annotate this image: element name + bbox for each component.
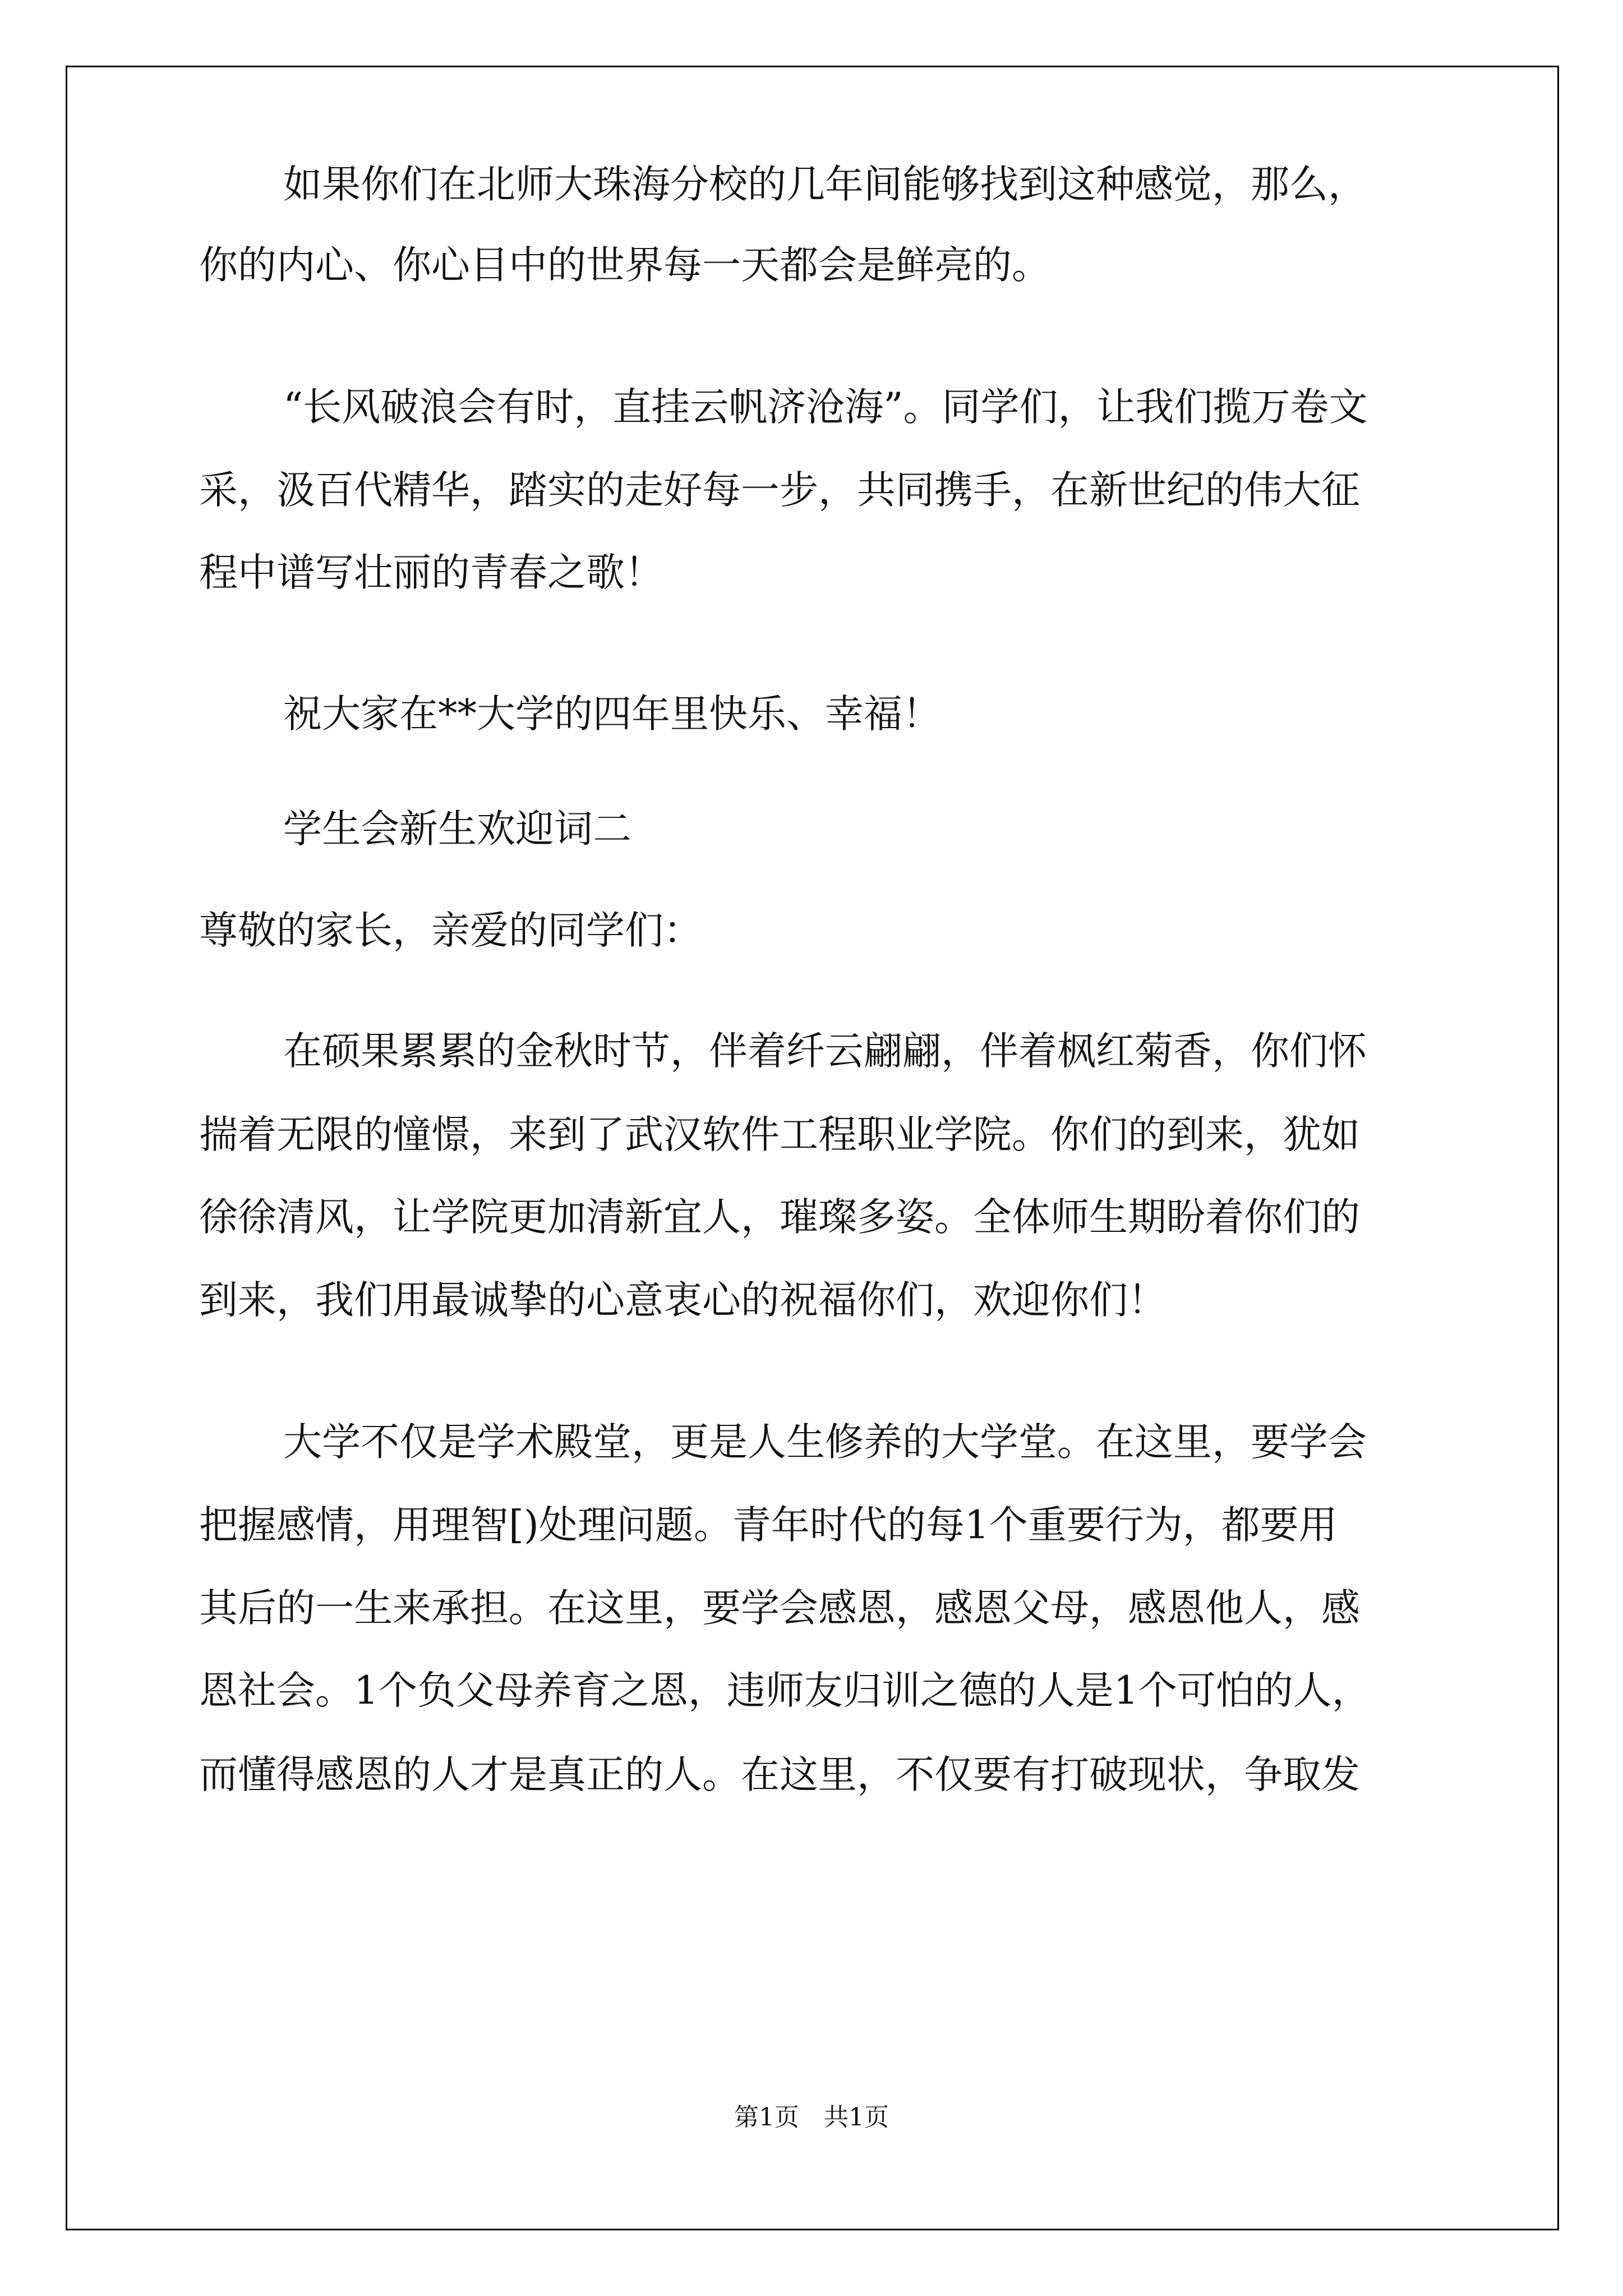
text-line: 祝大家在**大学的四年里快乐、幸福！ bbox=[283, 692, 941, 737]
salutation: 尊敬的家长，亲爱的同学们： bbox=[199, 908, 702, 953]
text-line: 而懂得感恩的人才是真正的人。在这里，不仅要有打破现状，争取发 bbox=[199, 1752, 1360, 1797]
page-footer: 第1页 共1页 bbox=[734, 2103, 889, 2132]
text-line: 把握感情，用理智[)处理问题。青年时代的每1个重要行为，都要用 bbox=[199, 1503, 1338, 1548]
text-line: 其后的一生来承担。在这里，要学会感恩，感恩父母，感恩他人，感 bbox=[199, 1586, 1360, 1631]
text-line: “长风破浪会有时，直挂云帆济沧海”。同学们，让我们揽万卷文 bbox=[283, 385, 1368, 430]
text-line: 恩社会。1个负父母养育之恩，违师友归训之德的人是1个可怕的人， bbox=[199, 1668, 1371, 1713]
text-line: 徐徐清风，让学院更加清新宜人，璀璨多姿。全体师生期盼着你们的 bbox=[199, 1195, 1360, 1240]
text-line: 你的内心、你心目中的世界每一天都会是鲜亮的。 bbox=[199, 243, 1050, 288]
text-line: 大学不仅是学术殿堂，更是人生修养的大学堂。在这里，要学会 bbox=[283, 1420, 1367, 1465]
section-heading: 学生会新生欢迎词二 bbox=[283, 807, 631, 852]
text-line: 在硕果累累的金秋时节，伴着纤云翩翩，伴着枫红菊香，你们怀 bbox=[283, 1029, 1367, 1074]
text-line: 到来，我们用最诚挚的心意衷心的祝福你们，欢迎你们！ bbox=[199, 1278, 1166, 1323]
text-line: 如果你们在北师大珠海分校的几年间能够找到这种感觉，那么， bbox=[283, 162, 1367, 207]
text-line: 揣着无限的憧憬，来到了武汉软件工程职业学院。你们的到来，犹如 bbox=[199, 1112, 1360, 1157]
text-line: 程中谱写壮丽的青春之歌！ bbox=[199, 550, 663, 595]
text-line: 采，汲百代精华，踏实的走好每一步，共同携手，在新世纪的伟大征 bbox=[199, 468, 1360, 513]
